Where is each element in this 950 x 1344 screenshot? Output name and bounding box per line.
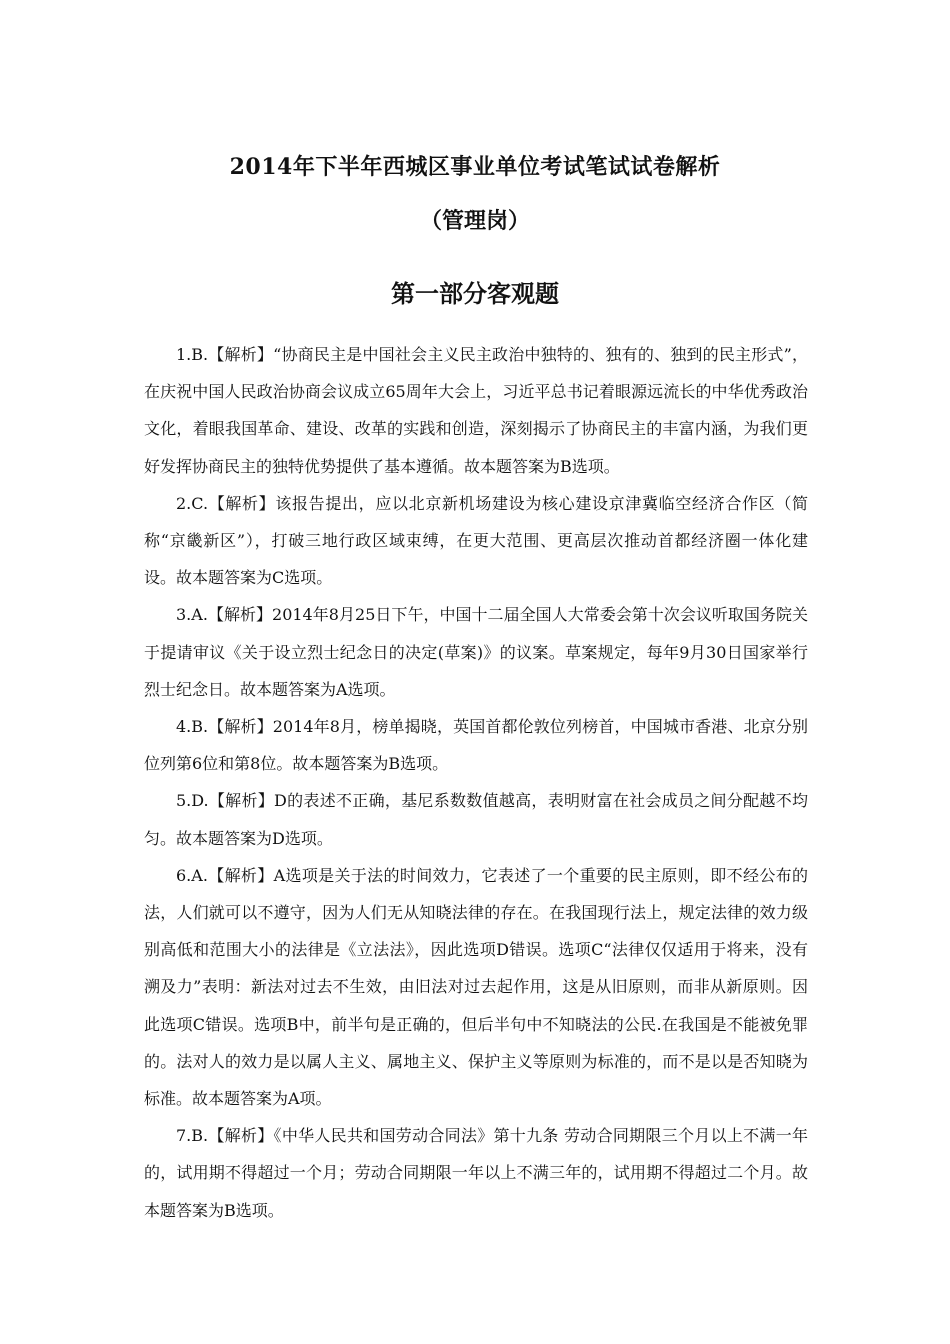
answer-paragraph-3: 3.A.【解析】2014年8月25日下午，中国十二届全国人大常委会第十次会议听取国务院关于提请审议《关于设立烈士纪念日的决定(草案)》的议案。草案规定，每年9月30日国家举行烈士纪念日。故本题答案为A选项。 [144,605,808,699]
answer-paragraph-7: 7.B.【解析】《中华人民共和国劳动合同法》第十九条 劳动合同期限三个月以上不满一年的，试用期不得超过一个月；劳动合同期限一年以上不满三年的，试用期不得超过二个月。故本题答案为B选项。 [144,1126,808,1220]
answer-explanations [144,336,808,1229]
answer-paragraph-1: 1.B.【解析】“协商民主是中国社会主义民主政治中独特的、独有的、独到的民主形式”，在庆祝中国人民政治协商会议成立65周年大会上，习近平总书记着眼源远流长的中华优秀政治文化，着眼我国革命、建设、改革的实践和创造，深刻揭示了协商民主的丰富内涵，为我们更好发挥协商民主的独特优势提供了基本遵循。故本题答案为B选项。 [144,345,808,476]
answer-paragraph-6: 6.A.【解析】A选项是关于法的时间效力，它表述了一个重要的民主原则，即不经公布的法，人们就可以不遵守，因为人们无从知晓法律的存在。在我国现行法上，规定法律的效力级别高低和范围大小的法律是《立法法》，因此选项D错误。选项C“法律仅仅适用于将来，没有溯及力”表明：新法对过去不生效，由旧法对过去起作用，这是从旧原则，而非从新原则。因此选项C错误。选项B中，前半句是正确的，但后半句中不知晓法的公民.在我国是不能被免罪的。法对人的效力是以属人主义、属地主义、保护主义等原则为标准的，而不是以是否知晓为标准。故本题答案为A项。 [144,865,808,1109]
answer-paragraph-2: 2.C.【解析】该报告提出，应以北京新机场建设为核心建设京津冀临空经济合作区（简称“京畿新区”），打破三地行政区域束缚，在更大范围、更高层次推动首都经济圈一体化建设。故本题答案为C选项。 [144,493,808,588]
answer-paragraph-5: 5.D.【解析】D的表述不正确，基尼系数数值越高，表明财富在社会成员之间分配越不均匀。故本题答案为D选项。 [144,791,808,848]
section-heading: 第一部分客观题 [391,279,559,308]
document-subtitle: （管理岗） [419,208,530,234]
answer-paragraph-4: 4.B.【解析】2014年8月，榜单揭晓，英国首都伦敦位列榜首，中国城市香港、北京分别位列第6位和第8位。故本题答案为B选项。 [144,717,808,774]
document-title: 2014年下半年西城区事业单位考试笔试试卷解析 [229,154,721,180]
